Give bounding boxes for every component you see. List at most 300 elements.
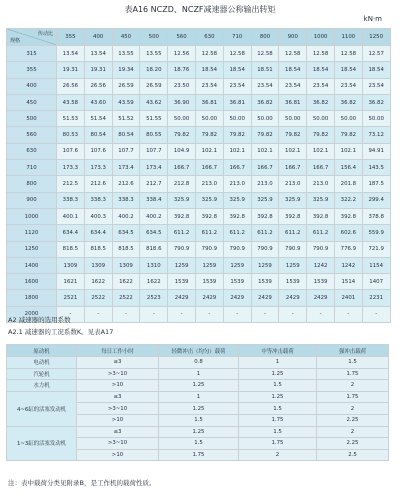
corner-size-label: 规格 [10,38,21,44]
torque-cell: 18.54 [362,62,390,78]
torque-cell: - [279,306,307,322]
size-cell: 1250 [7,241,57,257]
torque-cell: 166.7 [223,160,251,176]
table-row [7,274,391,290]
ratio-column-header: 500 [140,29,168,46]
torque-cell: 559.9 [362,225,390,241]
torque-cell: 2523 [140,290,168,306]
torque-cell: 18.54 [334,62,362,78]
torque-cell: 18.54 [195,62,223,78]
factor-cell: 2 [317,380,389,392]
torque-cell: 2521 [57,290,85,306]
torque-cell: 1539 [279,274,307,290]
torque-cell: 166.7 [168,160,196,176]
torque-cell: 173.4 [112,160,140,176]
torque-cell: 392.8 [168,208,196,224]
torque-cell: 392.8 [279,208,307,224]
torque-cell: - [112,306,140,322]
table-row [7,257,391,273]
torque-cell: 338.3 [112,192,140,208]
torque-cell: 213.0 [307,176,335,192]
torque-cell: 2401 [334,290,362,306]
torque-cell: 50.00 [334,111,362,127]
torque-cell: 173.3 [84,160,112,176]
torque-cell: - [223,306,251,322]
torque-cell: 51.55 [140,111,168,127]
torque-cell: 23.54 [334,78,362,94]
table-row [7,127,391,143]
torque-cell: 2231 [362,290,390,306]
factor-cell: 1 [159,368,239,380]
factor-cell: 1.5 [159,414,239,426]
table-row [7,62,391,78]
torque-cell: 1539 [307,274,335,290]
torque-cell: 1407 [362,274,390,290]
torque-cell: 19.31 [84,62,112,78]
torque-cell: 721.9 [362,241,390,257]
table-a16-title: 表A16 NCZD、NCZF减速器公称输出转矩 [124,5,276,14]
torque-cell: - [57,306,85,322]
factor-cell: 1.5 [159,438,239,450]
ratio-column-header: 355 [57,29,85,46]
table-row [7,225,391,241]
prime-mover-cell: 电动机 [7,357,77,369]
torque-cell: 73.12 [362,127,390,143]
torque-cell: 392.8 [307,208,335,224]
table-row [7,426,389,438]
size-cell: 2000 [7,306,57,322]
torque-cell: 2429 [195,290,223,306]
unit-label: kN·m [363,15,382,23]
torque-cell: 36.81 [279,94,307,110]
torque-cell: 36.81 [195,94,223,110]
table-row [7,176,391,192]
torque-cell: 634.4 [84,225,112,241]
size-cell: 1800 [7,290,57,306]
prime-mover-cell: 4~6缸的活塞发动机 [7,391,77,426]
factor-cell: 1 [239,357,317,369]
torque-cell: 43.62 [140,94,168,110]
torque-cell: 79.82 [334,127,362,143]
torque-cell: 818.6 [140,241,168,257]
torque-cell: 80.53 [57,127,85,143]
torque-cell: 212.8 [168,176,196,192]
table-row [7,241,391,257]
torque-cell: 400.2 [112,208,140,224]
torque-cell: 213.0 [251,176,279,192]
size-cell: 450 [7,94,57,110]
torque-cell: 378.8 [362,208,390,224]
torque-cell: - [362,306,390,322]
torque-cell: 790.9 [279,241,307,257]
torque-cell: 50.00 [251,111,279,127]
torque-cell: 79.82 [251,127,279,143]
torque-cell: 23.54 [223,78,251,94]
torque-cell: 1154 [362,257,390,273]
torque-cell: - [307,306,335,322]
torque-cell: 212.5 [57,176,85,192]
size-cell: 400 [7,78,57,94]
torque-cell: 79.82 [223,127,251,143]
torque-cell: 1622 [84,274,112,290]
torque-cell: 79.82 [168,127,196,143]
torque-cell: 325.9 [251,192,279,208]
torque-cell: 43.58 [57,94,85,110]
torque-cell: 19.31 [57,62,85,78]
torque-cell: 79.82 [195,127,223,143]
torque-cell: 166.7 [307,160,335,176]
torque-cell: 18.76 [168,62,196,78]
torque-cell: 1309 [84,257,112,273]
torque-cell: 36.90 [168,94,196,110]
torque-cell: 1259 [223,257,251,273]
factor-cell: 1.25 [239,368,317,380]
torque-cell: 12.57 [362,46,390,62]
torque-cell: 1539 [168,274,196,290]
torque-cell: 102.1 [223,143,251,159]
torque-cell: 166.7 [251,160,279,176]
factor-column-header: 强冲击载荷 [317,345,389,357]
hours-cell: ≤3 [77,391,159,403]
torque-cell: 51.53 [57,111,85,127]
factor-cell: 2.5 [317,449,389,461]
torque-cell: 325.9 [279,192,307,208]
ratio-column-header: 710 [223,29,251,46]
size-cell: 315 [7,46,57,62]
prime-mover-cell: 水力机 [7,380,77,392]
factor-cell: 1.75 [317,368,389,380]
torque-cell: 201.8 [334,176,362,192]
size-cell: 630 [7,143,57,159]
service-factor-table [6,344,389,461]
size-cell: 1400 [7,257,57,273]
torque-cell: 212.7 [140,176,168,192]
torque-cell: 392.8 [223,208,251,224]
size-cell: 800 [7,176,57,192]
torque-cell: 400.2 [140,208,168,224]
torque-cell: 818.5 [57,241,85,257]
factor-cell: 2 [317,403,389,415]
torque-cell: - [334,306,362,322]
factor-cell: 1.5 [239,380,317,392]
torque-cell: 13.54 [57,46,85,62]
torque-cell: 1259 [251,257,279,273]
torque-cell: 13.55 [140,46,168,62]
torque-cell: 1242 [334,257,362,273]
torque-cell: - [140,306,168,322]
factor-cell: 1.5 [239,426,317,438]
table-row [7,368,389,380]
torque-cell: 166.7 [195,160,223,176]
torque-cell: 1259 [195,257,223,273]
torque-cell: 36.82 [307,94,335,110]
table-row [7,208,391,224]
torque-cell: 107.6 [57,143,85,159]
factor-cell: 1.75 [239,438,317,450]
torque-cell: 51.54 [84,111,112,127]
torque-cell: 611.2 [223,225,251,241]
torque-cell: 79.82 [279,127,307,143]
torque-cell: 790.9 [223,241,251,257]
torque-cell: 107.7 [112,143,140,159]
torque-cell: 79.82 [307,127,335,143]
torque-cell: 611.2 [279,225,307,241]
torque-cell: 26.56 [57,78,85,94]
factor-column-header: 原动机 [7,345,77,357]
hours-cell: >10 [77,414,159,426]
section-a2-heading: A2 减速器的选用系数 [8,316,71,324]
factor-cell: 1 [159,391,239,403]
torque-cell: 400.1 [57,208,85,224]
torque-cell: 107.6 [84,143,112,159]
torque-cell: 102.1 [307,143,335,159]
torque-cell: 818.5 [84,241,112,257]
torque-cell: 80.54 [112,127,140,143]
torque-cell: 12.58 [195,46,223,62]
torque-cell: 94.91 [362,143,390,159]
torque-cell: 26.59 [140,78,168,94]
torque-cell: 818.5 [112,241,140,257]
torque-cell: 1310 [140,257,168,273]
ratio-column-header: 1250 [362,29,390,46]
torque-cell: 790.9 [307,241,335,257]
torque-cell: 790.9 [168,241,196,257]
torque-cell: 325.9 [223,192,251,208]
size-cell: 900 [7,192,57,208]
torque-cell: 36.82 [362,94,390,110]
torque-cell: 790.9 [251,241,279,257]
factor-column-header: 每日工作小时 [77,345,159,357]
table-row [7,46,391,62]
torque-cell: 19.34 [112,62,140,78]
torque-cell: 322.2 [334,192,362,208]
torque-cell: 325.9 [307,192,335,208]
torque-cell: 400.3 [84,208,112,224]
ratio-column-header: 800 [251,29,279,46]
torque-cell: 12.58 [279,46,307,62]
torque-cell: 1514 [334,274,362,290]
size-cell: 355 [7,62,57,78]
size-cell: 710 [7,160,57,176]
torque-cell: 325.9 [195,192,223,208]
torque-cell: 1242 [307,257,335,273]
torque-cell: 23.50 [168,78,196,94]
torque-cell: 602.6 [334,225,362,241]
table-row [7,78,391,94]
torque-cell: 213.0 [279,176,307,192]
table-row [7,192,391,208]
torque-cell: 299.4 [362,192,390,208]
section-a21-heading: A2.1 减速器的工况系数K。见表A17 [8,328,114,336]
size-cell: 560 [7,127,57,143]
prime-mover-cell: 1~3缸的活塞发动机 [7,426,77,461]
hours-cell: >3~10 [77,438,159,450]
table-row [7,357,389,369]
torque-cell: 1309 [112,257,140,273]
factor-cell: 2 [239,449,317,461]
torque-cell: 102.1 [251,143,279,159]
factor-cell: 1.75 [317,391,389,403]
torque-cell: 104.9 [168,143,196,159]
torque-cell: 173.3 [57,160,85,176]
factor-cell: 1.25 [239,391,317,403]
factor-cell: 1.25 [159,380,239,392]
hours-cell: ≤3 [77,357,159,369]
ratio-column-header: 630 [195,29,223,46]
factor-column-header: 中等冲击载荷 [239,345,317,357]
torque-cell: 23.54 [195,78,223,94]
factor-cell: 1.25 [159,426,239,438]
torque-cell: - [195,306,223,322]
torque-cell: 2429 [168,290,196,306]
footnote: 注：表中载荷分类见附录B，是工作机的载荷性质。 [8,479,156,487]
torque-cell: 338.3 [57,192,85,208]
hours-cell: ≤3 [77,426,159,438]
torque-cell: 107.7 [140,143,168,159]
torque-cell: 611.2 [168,225,196,241]
torque-cell: 13.55 [112,46,140,62]
torque-cell: 611.2 [251,225,279,241]
torque-cell: 1621 [57,274,85,290]
prime-mover-cell: 汽轮机 [7,368,77,380]
torque-cell: 12.58 [307,46,335,62]
factor-column-header: 轻微冲击（均匀）载荷 [159,345,239,357]
table-corner-cell [7,29,57,46]
torque-cell: 634.5 [140,225,168,241]
torque-cell: 1622 [112,274,140,290]
service-factor-header [7,345,389,357]
table-row [7,380,389,392]
torque-cell: 173.4 [140,160,168,176]
torque-cell: 392.8 [195,208,223,224]
corner-ratio-label: 传动比 [37,31,53,37]
torque-cell: 1259 [279,257,307,273]
ratio-column-header: 450 [112,29,140,46]
torque-cell: 51.52 [112,111,140,127]
torque-cell: 36.82 [334,94,362,110]
torque-cell: - [168,306,196,322]
table-row [7,94,391,110]
torque-cell: 143.5 [362,160,390,176]
torque-cell: 213.0 [223,176,251,192]
factor-cell: 1.5 [317,357,389,369]
torque-cell: 2522 [112,290,140,306]
ratio-column-header: 1100 [334,29,362,46]
factor-cell: 2 [317,426,389,438]
torque-cell: 50.00 [279,111,307,127]
hours-cell: >10 [77,380,159,392]
torque-cell: - [251,306,279,322]
torque-cell: 392.8 [251,208,279,224]
factor-cell: 1.5 [239,403,317,415]
torque-cell: 50.00 [168,111,196,127]
factor-cell: 2.25 [317,438,389,450]
table-row [7,111,391,127]
ratio-column-header: 1000 [307,29,335,46]
torque-cell: 50.00 [223,111,251,127]
torque-cell: 2429 [251,290,279,306]
torque-cell: 790.9 [195,241,223,257]
table-row [7,391,389,403]
torque-cell: 12.58 [223,46,251,62]
torque-cell: 2522 [84,290,112,306]
torque-cell: 26.56 [84,78,112,94]
torque-cell: 166.7 [279,160,307,176]
factor-cell: 1.25 [159,403,239,415]
torque-cell: 18.20 [140,62,168,78]
torque-cell: 102.1 [195,143,223,159]
torque-cell: 50.00 [307,111,335,127]
hours-cell: >3~10 [77,403,159,415]
torque-cell: 634.4 [57,225,85,241]
torque-cell: 36.81 [223,94,251,110]
torque-cell: 776.9 [334,241,362,257]
torque-cell: 18.54 [223,62,251,78]
torque-cell: 2429 [307,290,335,306]
torque-table [6,28,391,323]
table-row [7,143,391,159]
ratio-column-header: 560 [168,29,196,46]
torque-cell: 12.58 [334,46,362,62]
torque-cell: 1539 [223,274,251,290]
torque-cell: 43.59 [112,94,140,110]
torque-cell: 611.2 [307,225,335,241]
torque-cell: 80.54 [84,127,112,143]
torque-cell: 1622 [140,274,168,290]
torque-cell: 325.9 [168,192,196,208]
torque-cell: 212.6 [84,176,112,192]
factor-cell: 2.25 [317,414,389,426]
torque-cell: 611.2 [195,225,223,241]
torque-cell: - [84,306,112,322]
size-cell: 1120 [7,225,57,241]
torque-cell: 1539 [195,274,223,290]
torque-cell: 23.54 [307,78,335,94]
ratio-column-header: 400 [84,29,112,46]
torque-cell: 18.54 [307,62,335,78]
hours-cell: >10 [77,449,159,461]
torque-cell: 212.6 [112,176,140,192]
torque-cell: 12.58 [251,46,279,62]
table-row [7,290,391,306]
torque-cell: 18.51 [251,62,279,78]
torque-cell: 23.54 [251,78,279,94]
torque-cell: 26.59 [112,78,140,94]
factor-cell: 1.75 [159,449,239,461]
torque-cell: 1309 [57,257,85,273]
torque-cell: 102.1 [279,143,307,159]
torque-cell: 1259 [168,257,196,273]
ratio-column-header: 900 [279,29,307,46]
torque-cell: 50.00 [195,111,223,127]
hours-cell: >3~10 [77,368,159,380]
torque-cell: 634.5 [112,225,140,241]
torque-cell: 18.54 [279,62,307,78]
torque-cell: 213.0 [195,176,223,192]
torque-cell: 1539 [251,274,279,290]
torque-cell: 50.00 [362,111,390,127]
torque-cell: 392.8 [334,208,362,224]
torque-cell: 13.54 [84,46,112,62]
torque-cell: 338.4 [140,192,168,208]
torque-cell: 23.54 [279,78,307,94]
factor-cell: 1.75 [239,414,317,426]
torque-cell: 156.4 [334,160,362,176]
factor-cell: 0.8 [159,357,239,369]
torque-cell: 2429 [279,290,307,306]
table-row [7,160,391,176]
torque-cell: 80.55 [140,127,168,143]
